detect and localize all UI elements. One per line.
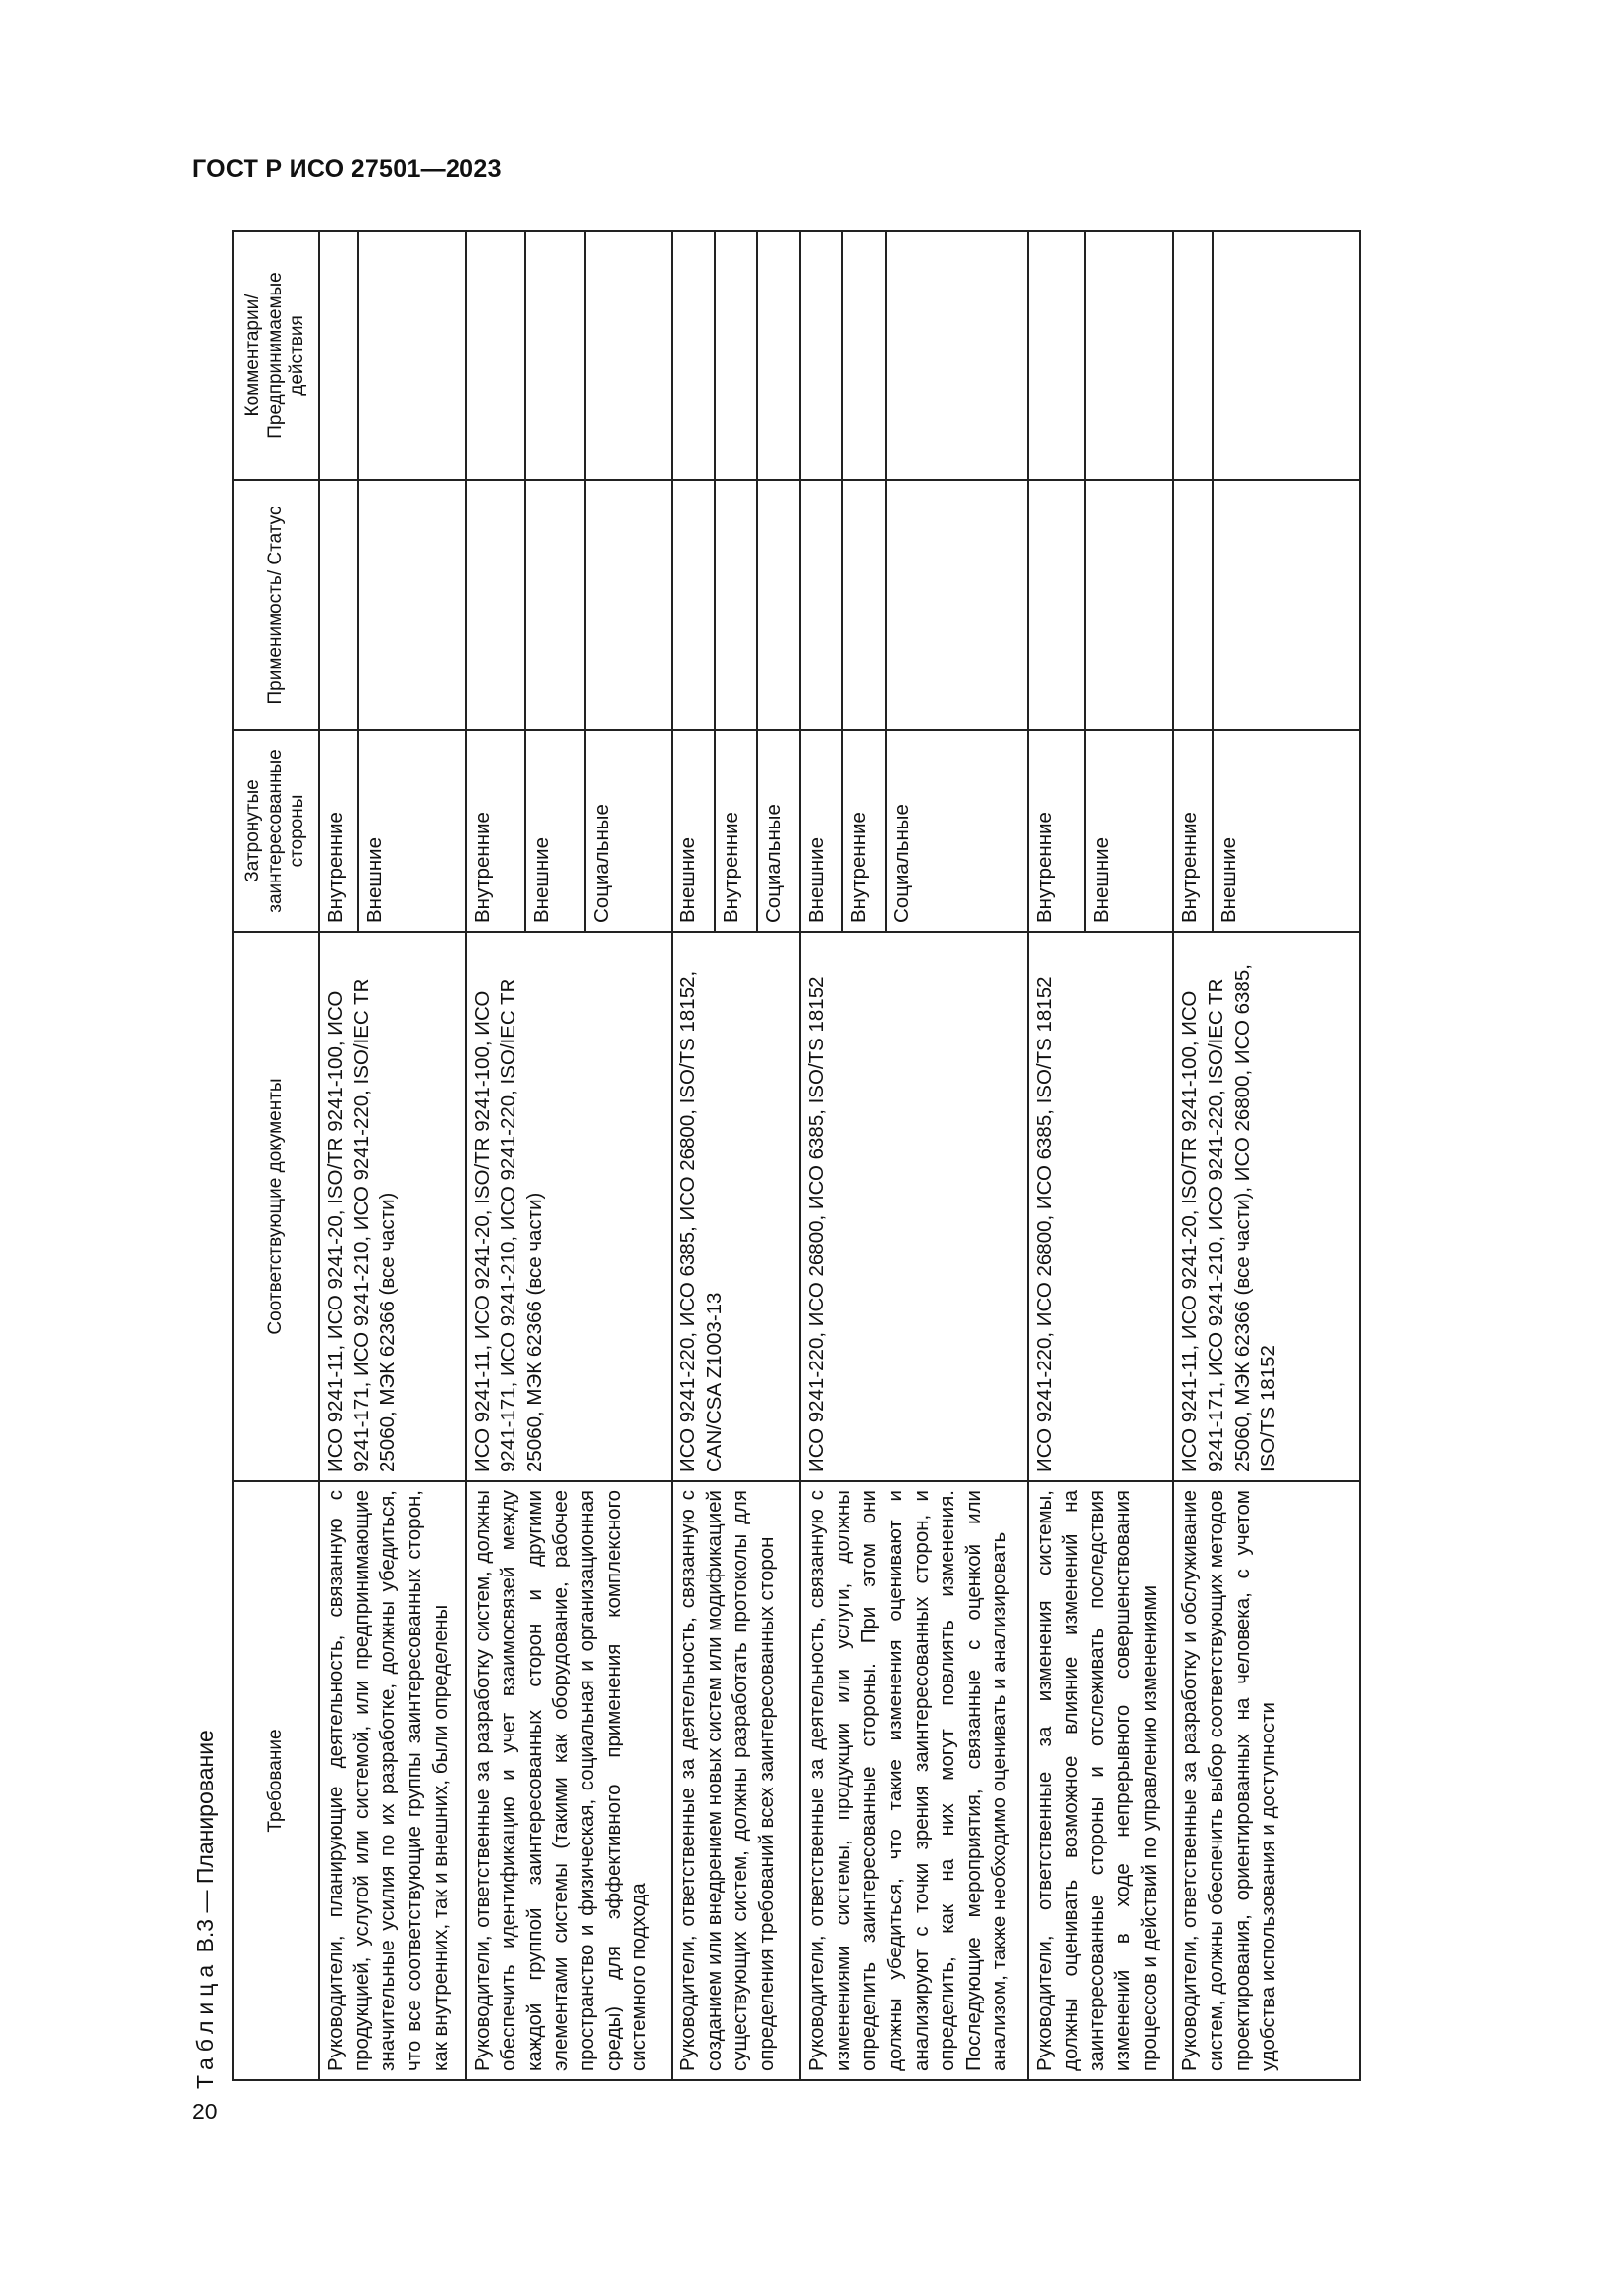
column-header-parties: Затронутые заинтересованные стороны — [233, 730, 319, 932]
table-row — [800, 231, 842, 2080]
page-number: 20 — [192, 2099, 218, 2124]
status-cell — [1213, 480, 1360, 730]
comment-cell — [1028, 231, 1085, 480]
documents-cell: ИСО 9241-220, ИСО 26800, ИСО 6385, ISO/TS 18152 — [1028, 932, 1173, 1481]
status-cell — [757, 480, 800, 730]
party-cell: Внутренние — [715, 730, 758, 932]
table-header-row — [233, 231, 319, 2080]
table-row — [1028, 231, 1085, 2080]
comment-cell — [757, 231, 800, 480]
planning-table — [232, 230, 1361, 2081]
party-cell: Внутренние — [842, 730, 885, 932]
column-header-status: Применимость/ Статус — [233, 480, 319, 730]
party-cell: Внутренние — [1028, 730, 1085, 932]
requirement-cell: Руководители, ответственные за деятельность, связанную с созданием или внедрением новых систем или модификацией существующих систем, должны разработать протоколы для определения требований всех заинтересованных сторон — [672, 1481, 800, 2080]
status-cell — [1173, 480, 1213, 730]
party-cell: Социальные — [886, 730, 1028, 932]
table-row — [1173, 231, 1213, 2080]
column-header-requirement: Требование — [233, 1481, 319, 2080]
comment-cell — [715, 231, 758, 480]
table-row — [672, 231, 715, 2080]
status-cell — [800, 480, 842, 730]
comment-cell — [886, 231, 1028, 480]
party-cell: Внешние — [1085, 730, 1173, 932]
requirement-cell: Руководители, ответственные за разработку систем, должны обеспечить идентификацию и учет взаимосвязей между каждой группой заинтересованных сторон и другими элементами системы (такими как оборудование, рабочее пространство и физическая, социальная и организационная среды) для эффективного применения комплексного системного подхода — [466, 1481, 673, 2080]
documents-cell: ИСО 9241-11, ИСО 9241-20, ISO/TR 9241-100, ИСО 9241-171, ИСО 9241-210, ИСО 9241-220, ISO/IEC TR 25060, МЭК 62366 (все части), ИСО 26800, ИСО 6385, ISO/TS 18152 — [1173, 932, 1360, 1481]
party-cell: Внутренние — [1173, 730, 1213, 932]
status-cell — [672, 480, 715, 730]
table-caption-label: Таблица — [192, 1958, 218, 2089]
status-cell — [886, 480, 1028, 730]
status-cell — [1085, 480, 1173, 730]
status-cell — [715, 480, 758, 730]
comment-cell — [672, 231, 715, 480]
party-cell: Внешние — [525, 730, 585, 932]
party-cell: Социальные — [757, 730, 800, 932]
table-caption-title: В.3 — Планирование — [192, 1730, 218, 1953]
party-cell: Внешние — [672, 730, 715, 932]
requirement-cell: Руководители, ответственные за разработку и обслуживание систем, должны обеспечить выбор соответствующих методов проектирования, ориентированных на человека, с учетом удобства использования и доступности — [1173, 1481, 1360, 2080]
column-header-documents: Соответствующие документы — [233, 932, 319, 1481]
status-cell — [525, 480, 585, 730]
table-row — [466, 231, 526, 2080]
table-row — [319, 231, 358, 2080]
status-cell — [585, 480, 672, 730]
status-cell — [466, 480, 526, 730]
party-cell: Внешние — [358, 730, 466, 932]
documents-cell: ИСО 9241-220, ИСО 26800, ИСО 6385, ISO/TS 18152 — [800, 932, 1028, 1481]
status-cell — [1028, 480, 1085, 730]
documents-cell: ИСО 9241-220, ИСО 6385, ИСО 26800, ISO/TS 18152, CAN/CSA Z1003-13 — [672, 932, 800, 1481]
status-cell — [319, 480, 358, 730]
party-cell: Внешние — [800, 730, 842, 932]
documents-cell: ИСО 9241-11, ИСО 9241-20, ISO/TR 9241-100, ИСО 9241-171, ИСО 9241-210, ИСО 9241-220, ISO/IEC TR 25060, МЭК 62366 (все части) — [319, 932, 466, 1481]
comment-cell — [358, 231, 466, 480]
documents-cell: ИСО 9241-11, ИСО 9241-20, ISO/TR 9241-100, ИСО 9241-171, ИСО 9241-210, ИСО 9241-220, ISO/IEC TR 25060, МЭК 62366 (все части) — [466, 932, 673, 1481]
party-cell: Социальные — [585, 730, 672, 932]
planning-table-wrapper — [232, 232, 1361, 2081]
comment-cell — [466, 231, 526, 480]
comment-cell — [1173, 231, 1213, 480]
party-cell: Внутренние — [319, 730, 358, 932]
document-header: ГОСТ Р ИСО 27501—2023 — [192, 155, 502, 183]
status-cell — [358, 480, 466, 730]
requirement-cell: Руководители, ответственные за деятельность, связанную с изменениями системы, продукции или услуги, должны определить заинтересованные стороны. При этом они должны убедиться, что такие изменения оценивают и анализируют с точки зрения заинтересованных сторон, и определить, как на них могут повлиять изменения. Последующие мероприятия, связанные с оценкой или анализом, также необходимо оценивать и анализировать — [800, 1481, 1028, 2080]
requirement-cell: Руководители, ответственные за изменения системы, должны оценивать возможное влияние изменений на заинтересованные стороны и отслеживать последствия изменений в ходе непрерывного совершенствования процессов и действий по управлению изменениями — [1028, 1481, 1173, 2080]
party-cell: Внутренние — [466, 730, 526, 932]
comment-cell — [319, 231, 358, 480]
comment-cell — [1213, 231, 1360, 480]
requirement-cell: Руководители, планирующие деятельность, связанную с продукцией, услугой или системой, или предпринимающие значительные усилия по их разработке, должны убедиться, что все соответствующие группы заинтересованных сторон, как внутренних, так и внешних, были определены — [319, 1481, 466, 2080]
comment-cell — [525, 231, 585, 480]
comment-cell — [1085, 231, 1173, 480]
status-cell — [842, 480, 885, 730]
comment-cell — [842, 231, 885, 480]
comment-cell — [800, 231, 842, 480]
column-header-comments: Комментарии/ Предпринимаемые действия — [233, 231, 319, 480]
comment-cell — [585, 231, 672, 480]
party-cell: Внешние — [1213, 730, 1360, 932]
table-caption — [192, 1730, 219, 2089]
